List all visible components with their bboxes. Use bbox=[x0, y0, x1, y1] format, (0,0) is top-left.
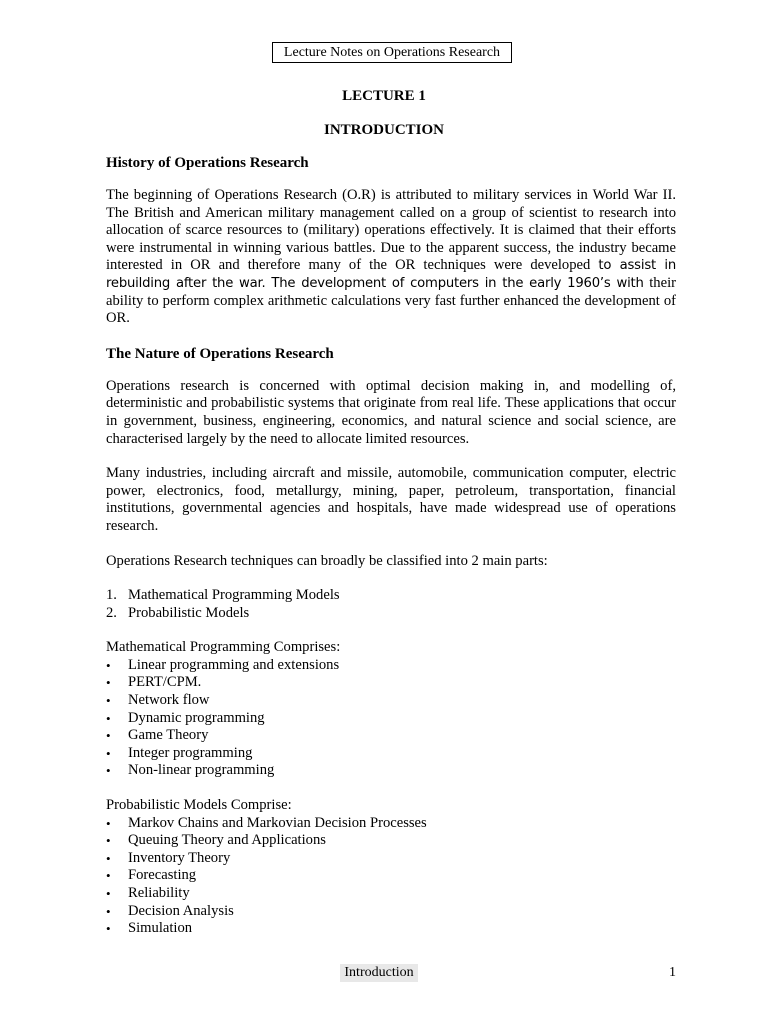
list-item bbox=[106, 867, 676, 885]
list-item-label: Reliability bbox=[128, 885, 190, 901]
list-item bbox=[106, 657, 676, 675]
nature-paragraph-1: Operations research is concerned with optimal decision making in, and modelling of, deterministic and probabilistic systems that originate from real life. These applications that occur in government, business, engineering, economics, and natural science and social science, are characterised largely by the need to allocate limited resources. bbox=[106, 377, 676, 447]
list-item-label: Simulation bbox=[128, 920, 193, 937]
lecture-number: LECTURE 1 bbox=[342, 88, 426, 104]
list-item-label: Network flow bbox=[128, 692, 210, 709]
history-heading: History of Operations Research bbox=[106, 155, 309, 171]
list-item-label: Integer programming bbox=[128, 744, 253, 761]
footer-section-label: Introduction bbox=[340, 964, 418, 982]
bullet-icon: • bbox=[106, 763, 111, 779]
list-item bbox=[106, 692, 676, 710]
bullet-icon: • bbox=[106, 903, 111, 919]
bullet-icon: • bbox=[106, 657, 111, 673]
list-item-label: Dynamic programming bbox=[128, 709, 265, 726]
main-parts-list bbox=[106, 587, 676, 622]
history-text-b: to assist in rebuilding after the war. The development of computers in the early 1960’s with bbox=[106, 258, 676, 291]
bullet-icon: • bbox=[106, 693, 111, 709]
nature-heading: The Nature of Operations Research bbox=[106, 345, 334, 362]
math-programming-intro: Mathematical Programming Comprises: bbox=[106, 639, 341, 656]
list-item bbox=[106, 762, 676, 780]
running-header: Lecture Notes on Operations Research bbox=[272, 42, 512, 63]
bullet-icon: • bbox=[106, 886, 111, 901]
probabilistic-list bbox=[106, 815, 676, 938]
nature-paragraph-3: Operations Research techniques can broadly be classified into 2 main parts: bbox=[106, 552, 548, 569]
list-item bbox=[106, 885, 676, 903]
list-item-label: Decision Analysis bbox=[128, 902, 234, 919]
list-number: 1. bbox=[106, 587, 117, 604]
list-item-label: PERT/CPM. bbox=[128, 674, 202, 691]
page-number: 1 bbox=[669, 965, 676, 980]
list-item-label: Markov Chains and Markovian Decision Processes bbox=[128, 814, 427, 831]
list-item bbox=[106, 850, 676, 868]
history-text-c: their ability to perform complex arithmetic calculations very fast further enhanced the development of OR. bbox=[106, 274, 676, 327]
list-item bbox=[106, 903, 676, 921]
bullet-icon: • bbox=[106, 675, 111, 691]
list-item-label: Linear programming and extensions bbox=[128, 656, 340, 673]
list-item bbox=[106, 920, 676, 938]
bullet-icon: • bbox=[106, 745, 111, 761]
list-item bbox=[106, 727, 676, 745]
bullet-icon: • bbox=[106, 728, 111, 744]
list-number: 2. bbox=[106, 604, 117, 621]
list-item-label: Non-linear programming bbox=[128, 762, 275, 779]
list-item-label: Mathematical Programming Models bbox=[128, 587, 340, 604]
probabilistic-intro: Probabilistic Models Comprise: bbox=[106, 797, 292, 814]
list-item-label: Forecasting bbox=[128, 867, 197, 884]
list-item bbox=[106, 587, 676, 605]
bullet-icon: • bbox=[106, 815, 111, 831]
bullet-icon: • bbox=[106, 868, 111, 884]
list-item bbox=[106, 832, 676, 850]
nature-paragraph-2: Many industries, including aircraft and missile, automobile, communication computer, electric power, electronics, food, metallurgy, mining, paper, petroleum, transportation, financial institutions, governmental agencies and hospitals, have made widespread use of operations research. bbox=[106, 465, 676, 534]
bullet-icon: • bbox=[106, 710, 111, 726]
list-item bbox=[106, 674, 676, 692]
history-text-a: The beginning of Operations Research (O.R) is attributed to military services in World War II. The British and American military management called on a group of scientist to research into allocation of scarce resources to (military) operations effectively. It is claimed that their efforts were instrumental in winning various battles. Due to the apparent success, the industry became interested in OR and therefore many of the OR techniques were developed bbox=[106, 187, 676, 274]
list-item bbox=[106, 745, 676, 763]
list-item bbox=[106, 605, 676, 623]
math-programming-list bbox=[106, 657, 676, 780]
document-body bbox=[106, 154, 676, 955]
list-item-label: Queuing Theory and Applications bbox=[128, 832, 326, 849]
list-item-label: Inventory Theory bbox=[128, 849, 231, 866]
bullet-icon: • bbox=[106, 850, 111, 866]
list-item bbox=[106, 815, 676, 833]
bullet-icon: • bbox=[106, 833, 111, 849]
list-item-label: Probabilistic Models bbox=[128, 604, 250, 621]
lecture-title: INTRODUCTION bbox=[323, 122, 444, 138]
history-paragraph bbox=[106, 187, 676, 328]
list-item-label: Game Theory bbox=[128, 727, 209, 744]
bullet-icon: • bbox=[106, 921, 111, 937]
list-item bbox=[106, 710, 676, 728]
